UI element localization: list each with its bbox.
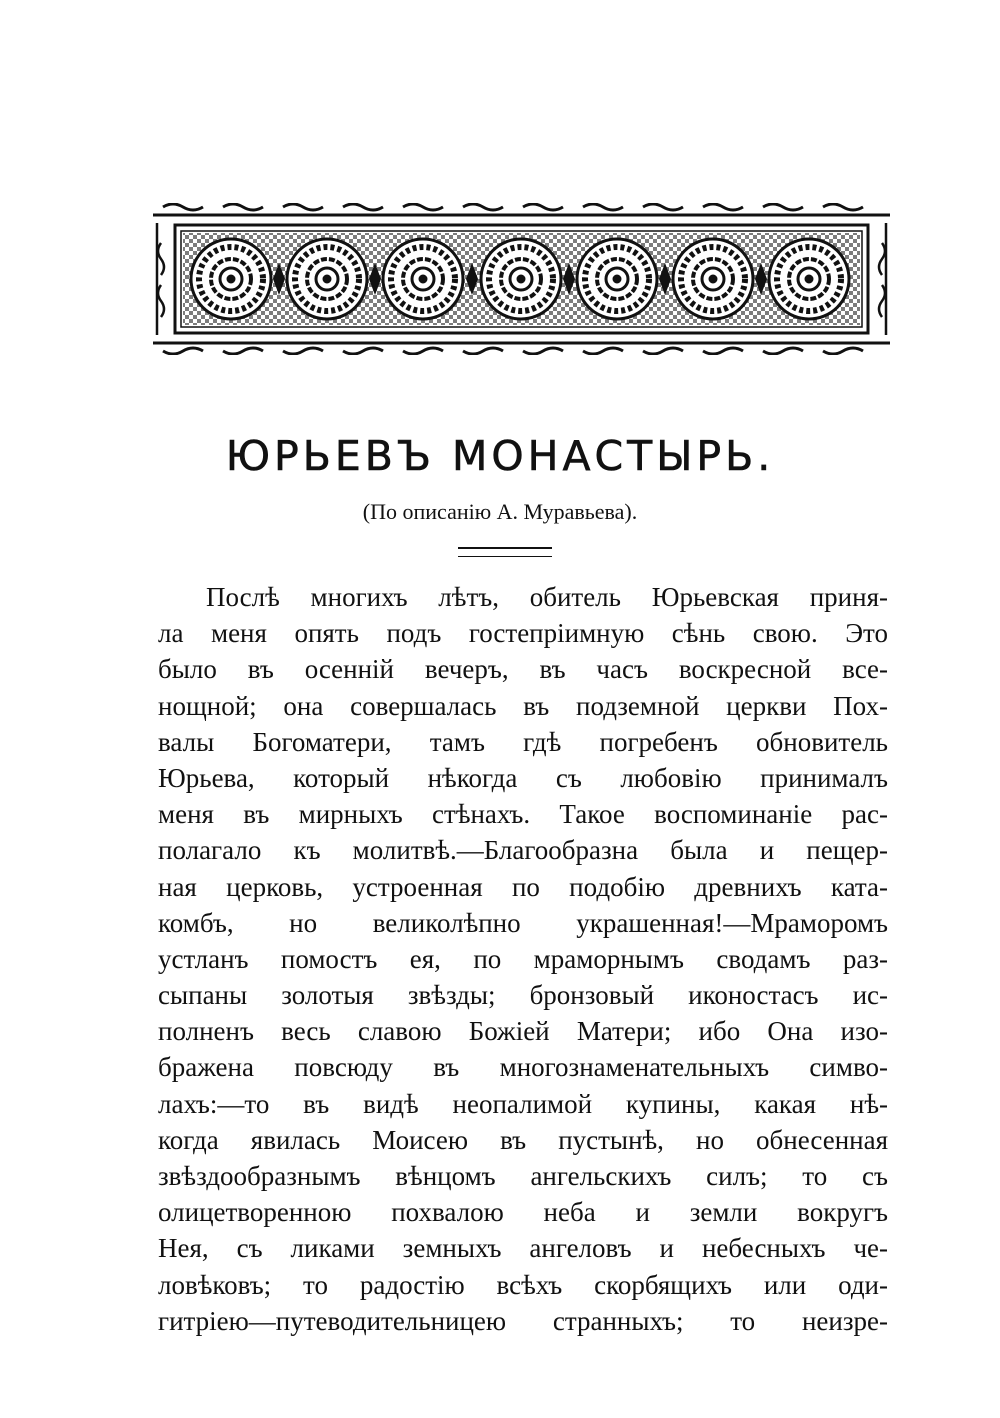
text-line: сыпаны золотыя звѣзды; бронзовый иконостасъ ис- [158, 980, 888, 1011]
body-text [158, 579, 888, 1339]
text-line: устланъ помостъ ея, по мраморнымъ сводамъ раз- [158, 943, 888, 974]
text-line: ная церковь, устроенная по подобію древнихъ ката- [158, 871, 888, 902]
text-line: ла меня опять подъ гостепріимную сѣнь свою. Это [158, 618, 888, 649]
text-line: Юрьева, который нѣкогда съ любовію принималъ [158, 762, 888, 793]
text-line: когда явилась Моисею въ пустынѣ, но обнесенная [158, 1124, 888, 1155]
text-line: ловѣковъ; то радостію всѣхъ скорбящихъ или оди- [158, 1269, 888, 1300]
text-line: звѣздообразнымъ вѣнцомъ ангельскихъ силъ; то съ [158, 1161, 888, 1191]
text-line: гитріею—путеводительницею странныхъ; то неизре- [158, 1305, 888, 1336]
text-line: было въ осенній вечеръ, въ часъ воскресной все- [158, 654, 888, 685]
text-line: олицетворенною похвалою неба и земли вокругъ [158, 1197, 888, 1228]
decorative-header-ornament [153, 203, 890, 355]
text-line: Нея, съ ликами земныхъ ангеловъ и небесныхъ че- [158, 1233, 888, 1264]
text-line: лахъ:—то въ видѣ неопалимой купины, какая нѣ- [158, 1088, 888, 1119]
page-title: ЮРЬЕВЪ МОНАСТЫРЬ. [225, 432, 775, 480]
text-line: полагало къ молитвѣ.—Благообразна была и пещер- [158, 835, 888, 866]
text-line: валы Богоматери, тамъ гдѣ погребенъ обновитель [158, 726, 888, 757]
text-line: меня въ мирныхъ стѣнахъ. Такое воспоминаніе рас- [158, 799, 888, 830]
text-line: бражена повсюду въ многознаменательныхъ симво- [158, 1052, 888, 1083]
text-line: нощной; она совершалась въ подземной церкви Пох- [158, 690, 888, 721]
text-line: полненъ весь славою Божіей Матери; ибо Она изо- [158, 1016, 888, 1047]
page-subtitle: (По описанію А. Муравьева). [362, 499, 638, 524]
text-line: комбъ, но великолѣпно украшенная!—Мраморомъ [158, 907, 888, 938]
text-line: Послѣ многихъ лѣтъ, обитель Юрьевская приня- [206, 582, 888, 612]
title-divider [458, 547, 552, 557]
